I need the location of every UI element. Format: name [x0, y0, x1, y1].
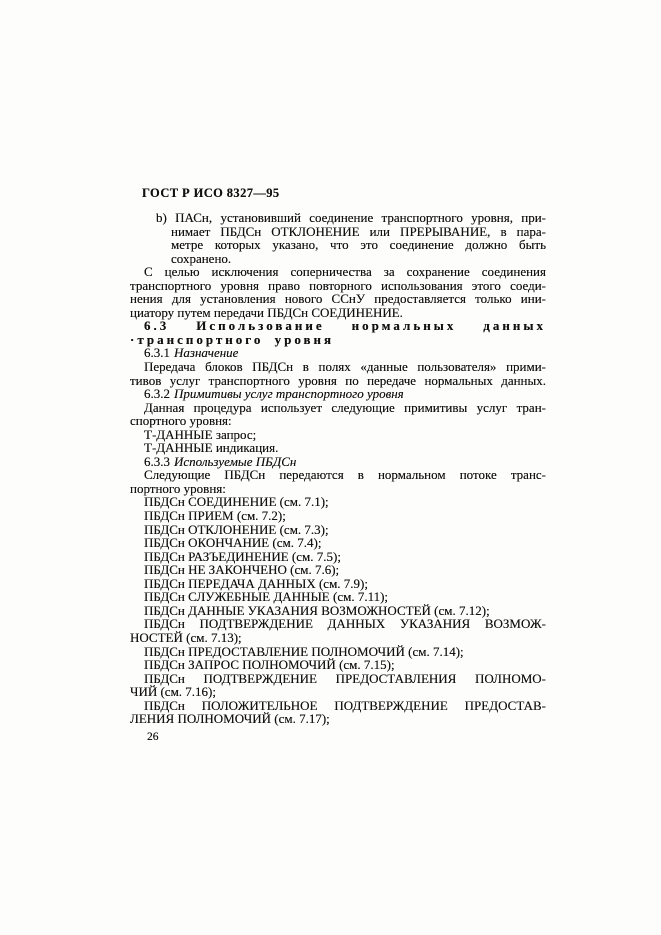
pbdsn-list-item-continuation: ЧИЙ (см. 7.16); [130, 684, 216, 700]
paragraph-line: Данная процедура использует следующие примитивы услуг тран- [144, 399, 546, 415]
paragraph-line: транспортного уровня право повторного использования этого соеди- [130, 277, 546, 293]
clause-heading-6-3-1 [130, 346, 546, 360]
pbdsn-list-item: ПБДСн ПРЕДОСТАВЛЕНИЕ ПОЛНОМОЧИЙ (см. 7.14); [144, 643, 464, 659]
list-item-b-line: сохранено. [171, 250, 232, 266]
paragraph-line: спортного уровня: [130, 413, 232, 429]
pbdsn-list-item: ПБДСн ОКОНЧАНИЕ (см. 7.4); [144, 535, 322, 551]
pbdsn-list-item: ПБДСн ЗАПРОС ПОЛНОМОЧИЙ (см. 7.15); [144, 657, 395, 673]
clause-title: Назначение [174, 345, 239, 361]
page-number: 26 [147, 731, 159, 743]
pbdsn-list-item: ПБДСн РАЗЪЕДИНЕНИЕ (см. 7.5); [144, 548, 341, 564]
section-heading-6-3: 6.3 Использование нормальных данных [144, 318, 546, 334]
text-block [130, 211, 546, 726]
section-heading-6-3: ·транспортного уровня [130, 331, 335, 347]
pbdsn-list-item: ПБДСн СЛУЖЕБНЫЕ ДАННЫЕ (см. 7.11); [144, 589, 389, 605]
pbdsn-list-item: ПБДСн ПОЛОЖИТЕЛЬНОЕ ПОДТВЕРЖДЕНИЕ ПРЕДОСТАВ- [144, 697, 546, 713]
paragraph-line: циатору путем передачи ПБДСн СОЕДИНЕНИЕ. [130, 304, 403, 320]
list-item-b-line: метре которых указано, что это соединение должно быть [171, 237, 546, 253]
pbdsn-list-item-continuation: НОСТЕЙ (см. 7.13); [130, 629, 242, 645]
clause-number: 6.3.1 [144, 345, 170, 361]
pbdsn-list-item: ПБДСн ПЕРЕДАЧА ДАННЫХ (см. 7.9); [144, 575, 368, 591]
clause-number: 6.3.2 [144, 386, 170, 402]
clause-title: Используемые ПБДСн [174, 453, 297, 469]
clause-number: 6.3.3 [144, 453, 170, 469]
list-item-b-line: b) ПАСн, установивший соединение транспортного уровня, при- [156, 210, 546, 225]
paragraph-line: нения для установления нового ССнУ предоставляется только ини- [130, 291, 546, 307]
pbdsn-list-item: ПБДСн ОТКЛОНЕНИЕ (см. 7.3); [144, 521, 329, 537]
pbdsn-list-item: ПБДСн ПОДТВЕРЖДЕНИЕ ПРЕДОСТАВЛЕНИЯ ПОЛНОМО- [144, 670, 546, 686]
pbdsn-list-item: ПБДСн НЕ ЗАКОНЧЕНО (см. 7.6); [144, 562, 340, 578]
list-item-b-line: нимает ПБДСн ОТКЛОНЕНИЕ или ПРЕРЫВАНИЕ, в пара- [171, 223, 546, 239]
clause-heading-6-3-2 [130, 387, 546, 401]
clause-title: Примитивы услуг транспортного уровня [174, 386, 404, 402]
primitive-list-item: Т-ДАННЫЕ запрос; [144, 426, 257, 442]
paragraph-line: тивов услуг транспортного уровня по передаче нормальных данных. [130, 372, 546, 388]
paragraph-line: Следующие ПБДСн передаются в нормальном потоке транс- [144, 467, 546, 483]
pbdsn-list-item: ПБДСн ДАННЫЕ УКАЗАНИЯ ВОЗМОЖНОСТЕЙ (см. 7.12); [144, 602, 490, 618]
pbdsn-list-item: ПБДСн ПОДТВЕРЖДЕНИЕ ДАННЫХ УКАЗАНИЯ ВОЗМОЖ- [144, 616, 546, 632]
pbdsn-list-item: ПБДСн СОЕДИНЕНИЕ (см. 7.1); [144, 494, 329, 510]
pbdsn-list-item: ПБДСн ПРИЕМ (см. 7.2); [144, 508, 286, 524]
paragraph-line: портного уровня: [130, 480, 226, 496]
running-header: ГОСТ Р ИСО 8327—95 [142, 186, 280, 200]
primitive-list-item: Т-ДАННЫЕ индикация. [144, 440, 279, 456]
clause-heading-6-3-3 [130, 455, 546, 469]
paragraph-line: Передача блоков ПБДСн в полях «данные пользователя» прими- [144, 359, 546, 375]
paragraph-line: С целью исключения соперничества за сохранение соединения [144, 264, 546, 280]
pbdsn-list-item-continuation: ЛЕНИЯ ПОЛНОМОЧИЙ (см. 7.17); [130, 711, 330, 727]
